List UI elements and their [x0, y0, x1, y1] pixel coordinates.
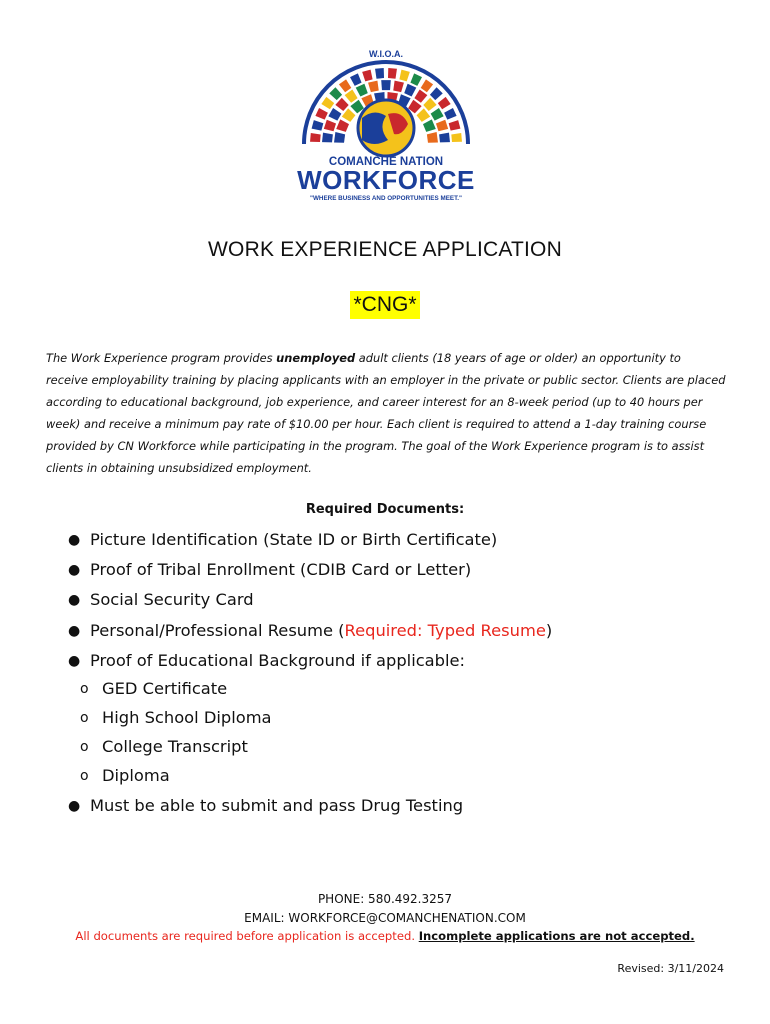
list-item: ● Personal/Professional Resume (Required: Typed Resume): [68, 620, 553, 640]
logo-org-line: COMANCHE NATION: [328, 156, 444, 168]
logo-tile: [439, 133, 450, 143]
logo-tile: [356, 84, 368, 97]
logo-tile: [336, 119, 349, 132]
logo-tagline: "WHERE BUSINESS AND OPPORTUNITIES MEET.": [310, 195, 462, 202]
application-notice: [0, 929, 770, 943]
logo-tile: [423, 98, 436, 111]
logo-tile: [350, 73, 362, 85]
logo-tile: [430, 87, 443, 100]
logo-tile: [388, 68, 397, 79]
logo-tile: [431, 108, 444, 121]
logo-tile: [339, 79, 351, 92]
cng-badge: *CNG*: [350, 291, 419, 319]
logo-tile: [345, 90, 358, 103]
sub-list-item-text: High School Diploma: [102, 707, 272, 727]
logo-tile: [414, 90, 427, 103]
logo-tile: [423, 119, 436, 132]
logo-tile: [427, 132, 438, 143]
revised-date: Revised: 3/11/2024: [617, 962, 724, 975]
program-description: [46, 347, 726, 479]
sub-list-item-text: GED Certificate: [102, 678, 228, 698]
intro-text-start: The Work Experience program provides: [46, 351, 277, 365]
required-documents-heading: Required Documents:: [305, 502, 465, 517]
logo-tile: [321, 97, 334, 109]
logo-tile: [310, 133, 321, 142]
list-item-text: Social Security Card: [90, 590, 254, 610]
logo-tile: [444, 108, 456, 120]
list-item: ● Must be able to submit and pass Drug Testing: [68, 795, 464, 815]
notice-text: All documents are required before application is accepted.: [75, 929, 416, 943]
sub-list-item: o High School Diploma: [80, 707, 272, 727]
list-item: ● Proof of Tribal Enrollment (CDIB Card or Letter): [68, 560, 472, 580]
page-title: WORK EXPERIENCE APPLICATION: [208, 238, 562, 261]
contact-phone: PHONE: 580.492.3257: [317, 892, 453, 906]
logo-tile: [342, 108, 356, 122]
sub-list-item-text: Diploma: [102, 766, 170, 786]
logo-arc-text: W.I.O.A.: [368, 49, 404, 59]
intro-text-end: adult clients (18 years of age or older) an opportunity to receive employability training by placing applicants with an employer in the private or public sector. Clients are placed according to educational background, job experience, and career interest for an 8-week period (up to 40 hours per week) and receive a minimum pay rate of $10.00 per hour. Each client is required to attend a 1-day training course provided by CN Workforce while participating in the program. The goal of the Work Experience program is to assist clients in obtaining unsubsidized employment.: [46, 351, 726, 475]
logo-tile: [417, 108, 431, 122]
list-item-text: Picture Identification (State ID or Birth Certificate): [90, 530, 498, 549]
list-item-text: Proof of Educational Background if applicable:: [90, 650, 466, 670]
list-item-text: Proof of Tribal Enrollment (CDIB Card or Letter): [90, 560, 472, 580]
education-sublist: [56, 675, 552, 792]
sub-list-item: o Diploma: [80, 766, 170, 786]
sub-list-item: o GED Certificate: [80, 678, 228, 698]
logo-tile: [312, 120, 324, 130]
sub-list-item-text: College Transcript: [102, 737, 248, 757]
typed-resume-highlight: Required: Typed Resume: [344, 620, 546, 640]
logo-tile: [393, 81, 404, 93]
logo-tile: [329, 87, 342, 100]
intro-bold-word: unemployed: [276, 351, 356, 365]
logo-tile: [362, 70, 372, 82]
logo-brand: WORKFORCE: [297, 165, 475, 195]
logo-tile: [410, 73, 422, 85]
logo-tile: [436, 120, 448, 131]
list-item: ● Proof of Educational Background if applicable: o GED Certificate o High School Diploma o College Transcript o Diploma: [56, 647, 552, 792]
logo-tile: [375, 68, 384, 79]
list-item-text: Must be able to submit and pass Drug Testing: [90, 795, 464, 815]
list-item-text: Personal/Professional Resume (: [90, 620, 345, 640]
notice-bold-text: Incomplete applications are not accepted.: [418, 929, 695, 943]
logo-tile: [421, 79, 433, 92]
list-item: ● Picture Identification (State ID or Birth Certificate): [68, 530, 498, 549]
logo-tile: [328, 108, 341, 121]
logo-tile: [381, 80, 391, 90]
required-documents-list: [56, 526, 552, 822]
comanche-nation-workforce-logo: [270, 44, 502, 202]
logo-tile: [315, 108, 327, 120]
list-item: ● Social Security Card: [68, 590, 254, 610]
logo-tile: [404, 84, 416, 97]
logo-tile: [451, 133, 462, 142]
logo-tile: [335, 98, 348, 111]
contact-email: EMAIL: WORKFORCE@COMANCHENATION.COM: [244, 911, 526, 925]
logo-tile: [449, 120, 461, 130]
logo-tile: [399, 70, 409, 82]
sub-list-item: o College Transcript: [80, 737, 248, 757]
logo-tile: [334, 132, 345, 143]
list-item-text: ): [545, 620, 553, 640]
logo-tile: [438, 97, 451, 109]
logo-tile: [324, 120, 336, 131]
logo-tile: [322, 133, 333, 143]
logo-tile: [368, 81, 379, 93]
